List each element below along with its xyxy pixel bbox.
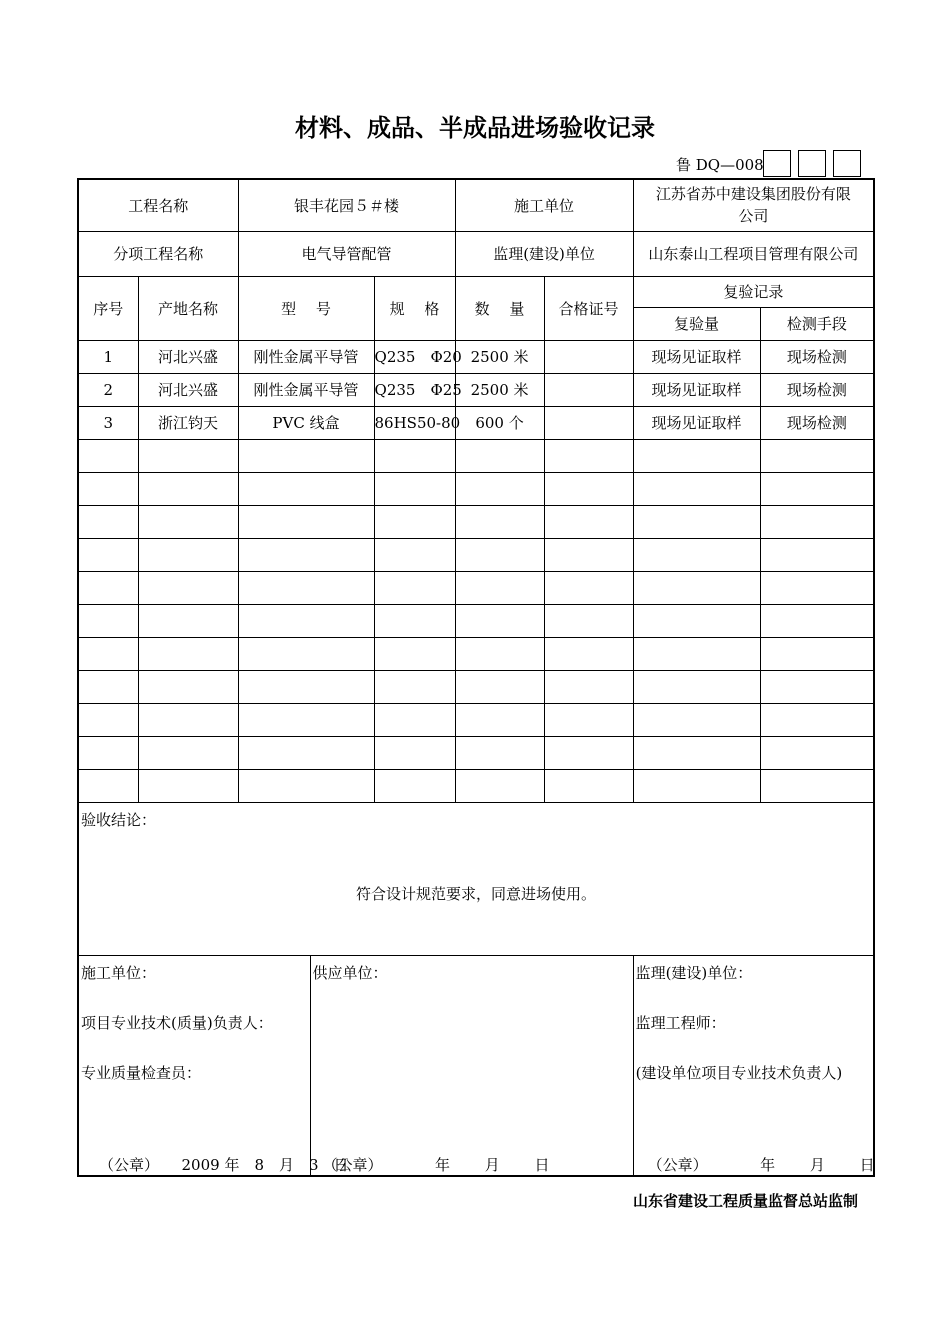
cell-origin[interactable] [138, 505, 238, 538]
table-row [78, 406, 874, 439]
cell-cert[interactable] [544, 505, 633, 538]
conclusion-text[interactable]: 符合设计规范要求，同意进场使用。 [356, 884, 597, 903]
table-row [78, 373, 874, 406]
contractor-label: 施工单位 [455, 179, 633, 231]
cell-seq[interactable] [78, 736, 138, 769]
cell-model[interactable] [238, 538, 374, 571]
cell-model[interactable]: PVC 线盒 [238, 406, 374, 439]
cell-seq[interactable] [78, 571, 138, 604]
col-origin: 产地名称 [138, 276, 238, 340]
col-cert: 合格证号 [544, 276, 633, 340]
cell-recheck-qty[interactable] [633, 703, 760, 736]
footer-issuer: 山东省建设工程质量监督总站监制 [632, 1192, 858, 1210]
cell-method[interactable] [760, 637, 874, 670]
cell-origin[interactable] [138, 538, 238, 571]
cell-spec[interactable]: Q235 Φ25 [374, 373, 455, 406]
page-title: 材料、成品、半成品进场验收记录 [295, 114, 655, 142]
cell-origin[interactable] [138, 472, 238, 505]
cell-model[interactable] [238, 439, 374, 472]
table-row [78, 340, 874, 373]
cell-seq[interactable] [78, 604, 138, 637]
cell-recheck-qty[interactable] [633, 538, 760, 571]
cell-cert[interactable] [544, 571, 633, 604]
supervisor-sign-cell[interactable] [633, 955, 874, 1176]
cell-origin[interactable] [138, 571, 238, 604]
col-qty: 数 量 [455, 276, 544, 340]
form-number-box-1[interactable] [763, 150, 791, 177]
cell-model[interactable] [238, 472, 374, 505]
form-code: 鲁 DQ—008 [676, 156, 764, 174]
cell-qty[interactable] [455, 439, 544, 472]
cell-method[interactable] [760, 571, 874, 604]
col-method: 检测手段 [760, 307, 874, 340]
cell-qty[interactable]: 2500 米 [455, 373, 544, 406]
cell-origin[interactable] [138, 670, 238, 703]
empty-table-row [78, 769, 874, 802]
cell-seq[interactable]: 3 [78, 406, 138, 439]
cell-cert[interactable] [544, 736, 633, 769]
cell-model[interactable] [238, 736, 374, 769]
cell-method[interactable]: 现场检测 [760, 406, 874, 439]
cell-qty[interactable] [455, 769, 544, 802]
sign-inspector: 专业质量检查员： [81, 1063, 202, 1082]
cell-recheck-qty[interactable] [633, 670, 760, 703]
project-name-label: 工程名称 [78, 179, 238, 231]
cell-origin[interactable] [138, 439, 238, 472]
cell-method[interactable] [760, 505, 874, 538]
cell-cert[interactable] [544, 439, 633, 472]
cell-spec[interactable]: 86HS50-80 [374, 406, 455, 439]
cell-origin[interactable]: 河北兴盛 [138, 373, 238, 406]
supplier-sign-cell[interactable] [310, 955, 633, 1176]
cell-qty[interactable] [455, 538, 544, 571]
empty-table-row [78, 670, 874, 703]
cell-cert[interactable] [544, 769, 633, 802]
cell-seq[interactable] [78, 439, 138, 472]
cell-recheck-qty[interactable] [633, 571, 760, 604]
cell-method[interactable] [760, 703, 874, 736]
cell-seq[interactable]: 1 [78, 340, 138, 373]
inspection-table [77, 178, 875, 1177]
cell-model[interactable] [238, 604, 374, 637]
cell-seq[interactable] [78, 538, 138, 571]
cell-qty[interactable] [455, 703, 544, 736]
cell-cert[interactable] [544, 703, 633, 736]
cell-recheck-qty[interactable] [633, 736, 760, 769]
col-recheck-qty: 复验量 [633, 307, 760, 340]
cell-qty[interactable] [455, 736, 544, 769]
empty-table-row [78, 637, 874, 670]
sign-supplier-date: （公章） 年 月 日 [322, 1155, 550, 1174]
cell-seq[interactable] [78, 769, 138, 802]
col-spec: 规 格 [374, 276, 455, 340]
cell-model[interactable] [238, 637, 374, 670]
cell-recheck-qty[interactable] [633, 604, 760, 637]
cell-origin[interactable] [138, 736, 238, 769]
cell-recheck-qty[interactable]: 现场见证取样 [633, 340, 760, 373]
cell-method[interactable] [760, 670, 874, 703]
cell-seq[interactable] [78, 703, 138, 736]
sign-contractor-label: 施工单位： [81, 963, 157, 982]
cell-cert[interactable] [544, 604, 633, 637]
cell-qty[interactable] [455, 571, 544, 604]
cell-method[interactable] [760, 604, 874, 637]
cell-recheck-qty[interactable] [633, 439, 760, 472]
cell-model[interactable] [238, 505, 374, 538]
sign-supplier-label: 供应单位： [312, 963, 388, 982]
cell-recheck-qty[interactable] [633, 769, 760, 802]
cell-recheck-qty[interactable]: 现场见证取样 [633, 373, 760, 406]
cell-spec[interactable] [374, 472, 455, 505]
sign-engineer: 监理工程师： [635, 1013, 726, 1032]
contractor-sign-cell[interactable] [78, 955, 349, 1176]
conclusion-label: 验收结论： [81, 810, 157, 829]
cell-model[interactable] [238, 670, 374, 703]
cell-seq[interactable] [78, 505, 138, 538]
cell-qty[interactable] [455, 505, 544, 538]
cell-method[interactable]: 现场检测 [760, 373, 874, 406]
empty-table-row [78, 472, 874, 505]
cell-model[interactable]: 刚性金属平导管 [238, 373, 374, 406]
cell-origin[interactable] [138, 703, 238, 736]
subproject-label: 分项工程名称 [78, 231, 238, 276]
cell-spec[interactable] [374, 505, 455, 538]
cell-method[interactable]: 现场检测 [760, 340, 874, 373]
contractor-value[interactable]: 江苏省苏中建设集团股份有限公司 [633, 179, 874, 231]
empty-table-row [78, 604, 874, 637]
cell-recheck-qty[interactable]: 现场见证取样 [633, 406, 760, 439]
cell-recheck-qty[interactable] [633, 472, 760, 505]
cell-spec[interactable] [374, 670, 455, 703]
cell-spec[interactable] [374, 769, 455, 802]
empty-table-row [78, 736, 874, 769]
col-model: 型 号 [238, 276, 374, 340]
cell-method[interactable] [760, 736, 874, 769]
empty-table-row [78, 703, 874, 736]
cell-seq[interactable] [78, 637, 138, 670]
empty-table-row [78, 571, 874, 604]
cell-seq[interactable] [78, 472, 138, 505]
empty-table-row [78, 505, 874, 538]
cell-spec[interactable] [374, 703, 455, 736]
cell-qty[interactable]: 600 个 [455, 406, 544, 439]
form-number-box-2[interactable] [798, 150, 826, 177]
cell-cert[interactable] [544, 340, 633, 373]
cell-origin[interactable] [138, 637, 238, 670]
cell-cert[interactable] [544, 637, 633, 670]
conclusion-cell[interactable] [78, 802, 874, 955]
cell-qty[interactable] [455, 472, 544, 505]
cell-qty[interactable]: 2500 米 [455, 340, 544, 373]
cell-model[interactable] [238, 703, 374, 736]
cell-seq[interactable] [78, 670, 138, 703]
cell-cert[interactable] [544, 373, 633, 406]
cell-method[interactable] [760, 538, 874, 571]
cell-spec[interactable] [374, 637, 455, 670]
cell-spec[interactable] [374, 571, 455, 604]
cell-method[interactable] [760, 439, 874, 472]
supervisor-value[interactable]: 山东泰山工程项目管理有限公司 [633, 231, 874, 276]
cell-spec[interactable] [374, 538, 455, 571]
sign-tech-lead: 项目专业技术(质量)负责人： [81, 1013, 273, 1032]
cell-cert[interactable] [544, 538, 633, 571]
project-name-value[interactable]: 银丰花园５＃楼 [238, 179, 455, 231]
cell-model[interactable]: 刚性金属平导管 [238, 340, 374, 373]
cell-recheck-qty[interactable] [633, 505, 760, 538]
cell-origin[interactable] [138, 769, 238, 802]
form-number-box-3[interactable] [833, 150, 861, 177]
col-recheck: 复验记录 [633, 276, 874, 307]
empty-table-row [78, 439, 874, 472]
cell-cert[interactable] [544, 406, 633, 439]
cell-spec[interactable] [374, 736, 455, 769]
supervisor-label: 监理(建设)单位 [455, 231, 633, 276]
cell-qty[interactable] [455, 604, 544, 637]
sign-owner-lead: (建设单位项目专业技术负责人) [635, 1063, 843, 1082]
cell-recheck-qty[interactable] [633, 637, 760, 670]
cell-spec[interactable] [374, 439, 455, 472]
subproject-value[interactable]: 电气导管配管 [238, 231, 455, 276]
cell-cert[interactable] [544, 670, 633, 703]
sign-contractor-date: （公章） 2009 年 8 月 3 日 [99, 1155, 349, 1174]
cell-qty[interactable] [455, 670, 544, 703]
cell-origin[interactable] [138, 604, 238, 637]
cell-qty[interactable] [455, 637, 544, 670]
cell-spec[interactable]: Q235 Φ20 [374, 340, 455, 373]
cell-seq[interactable]: 2 [78, 373, 138, 406]
sign-supervisor-date: （公章） 年 月 日 [647, 1155, 875, 1174]
cell-origin[interactable]: 浙江钧天 [138, 406, 238, 439]
cell-spec[interactable] [374, 604, 455, 637]
cell-model[interactable] [238, 769, 374, 802]
cell-origin[interactable]: 河北兴盛 [138, 340, 238, 373]
sign-supervisor-label: 监理(建设)单位： [635, 963, 753, 982]
cell-method[interactable] [760, 472, 874, 505]
empty-table-row [78, 538, 874, 571]
col-seq: 序号 [78, 276, 138, 340]
cell-model[interactable] [238, 571, 374, 604]
cell-cert[interactable] [544, 472, 633, 505]
cell-method[interactable] [760, 769, 874, 802]
